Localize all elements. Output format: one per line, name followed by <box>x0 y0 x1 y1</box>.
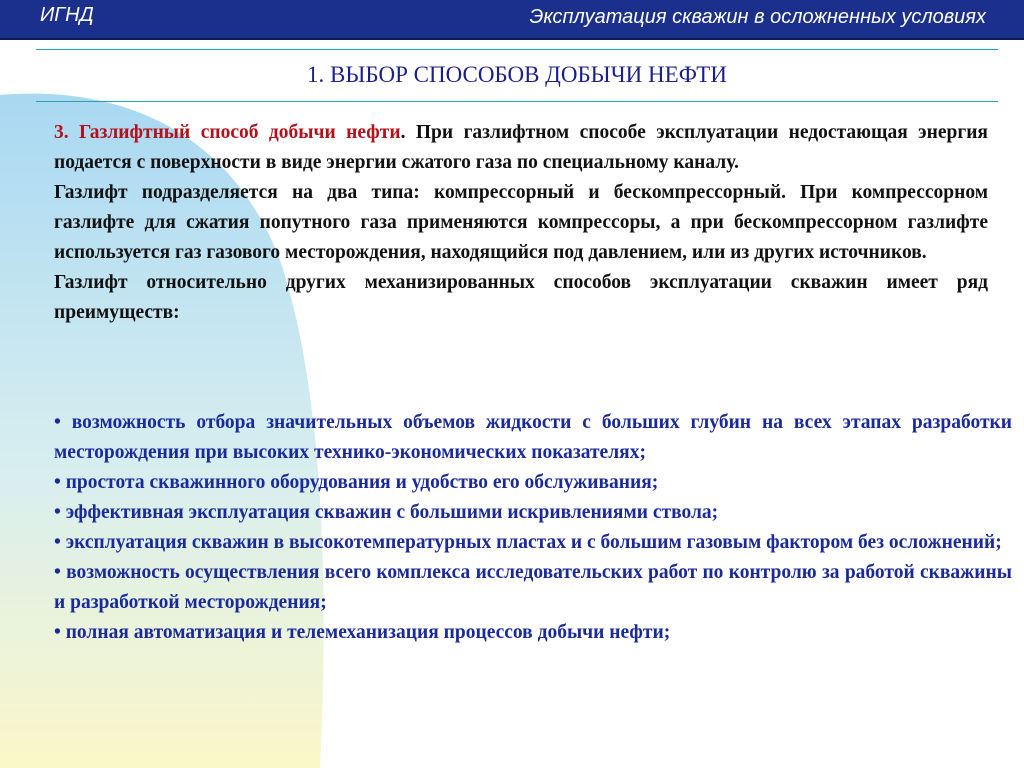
main-text <box>54 118 988 328</box>
slide-title: 1. ВЫБОР СПОСОБОВ ДОБЫЧИ НЕФТИ <box>307 62 727 87</box>
paragraph-types: Газлифт подразделяется на два типа: компрессорный и бескомпрессорный. При компрессорном газлифте для сжатия попутного газа применяются компрессоры, а при бескомпрессорном газлифте используется газ газового месторождения, находящийся под давлением, или из других источников. <box>54 182 988 263</box>
title-rule-bottom <box>36 101 998 102</box>
org-abbreviation: ИГНД <box>40 4 94 26</box>
paragraph-intro-rest: . При газлифтном способе эксплуатации недостающая энергия подается с поверхности в виде энергии сжатого газа по специальному каналу. <box>54 122 988 173</box>
list-item: • возможность осуществления всего комплекса исследовательских работ по контролю за работой скважины и разработкой месторождения; <box>54 562 1012 613</box>
list-item: • возможность отбора значительных объемов жидкости с больших глубин на всех этапах разработки месторождения при высоких технико-экономических показателях; <box>54 412 1012 463</box>
list-item: • эффективная эксплуатация скважин с большими искривлениями ствола; <box>54 502 719 523</box>
paragraph-advantages: Газлифт относительно других механизированных способов эксплуатации скважин имеет ряд преимуществ: <box>54 272 988 323</box>
course-title: Эксплуатация скважин в осложненных условиях <box>529 6 986 28</box>
paragraph-lead: 3. Газлифтный способ добычи нефти <box>54 122 401 143</box>
title-rule-top <box>36 49 998 50</box>
list-item: • эксплуатация скважин в высокотемпературных пластах и с большим газовым фактором без осложнений; <box>54 532 1002 553</box>
list-item: • полная автоматизация и телемеханизация процессов добычи нефти; <box>54 622 671 643</box>
advantages-list <box>54 408 1012 648</box>
paragraph-intro <box>54 118 988 178</box>
list-item: • простота скважинного оборудования и удобство его обслуживания; <box>54 472 659 493</box>
header-bar <box>0 0 1024 40</box>
